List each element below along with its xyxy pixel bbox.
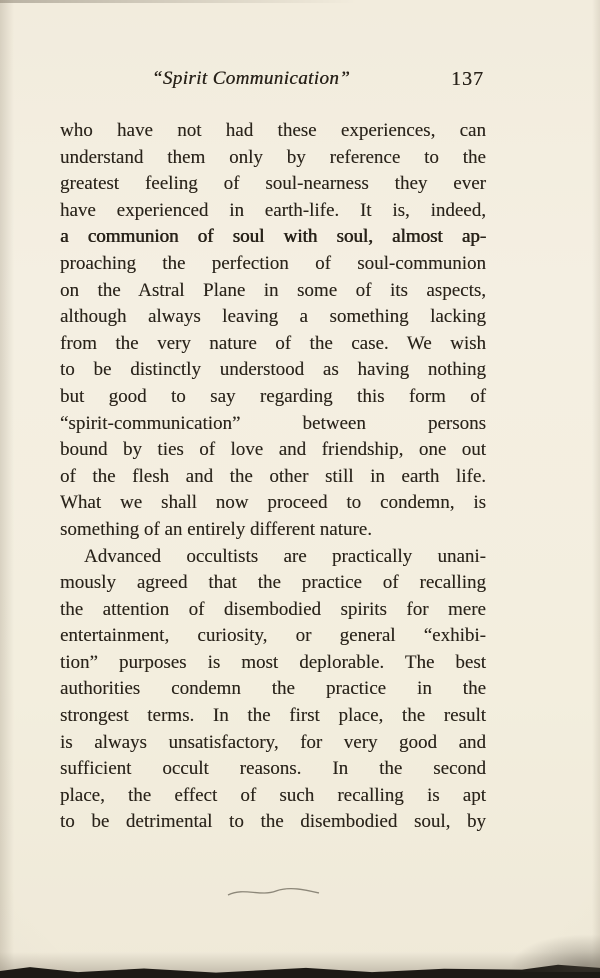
text-line: from the very nature of the case. We wish [60, 332, 486, 354]
scan-edge-left [0, 0, 14, 978]
text-line: tion” purposes is most deplorable. The best [60, 651, 486, 673]
text-line: What we shall now proceed to condemn, is [60, 492, 486, 514]
text-line: to be distinctly understood as having nothing [60, 359, 486, 381]
text-line: on the Astral Plane in some of its aspects, [60, 279, 486, 301]
text-line: “spirit-communication” between persons [60, 412, 486, 434]
text-line: proaching the perfection of soul-communion [60, 252, 486, 274]
paragraph [60, 544, 486, 837]
paragraph [60, 118, 486, 544]
text-line: place, the effect of such recalling is apt [60, 784, 486, 806]
text-line: a communion of soul with soul, almost ap- [60, 226, 486, 248]
text-line: to be detrimental to the disembodied soul, by [60, 811, 486, 833]
scan-edge-top [0, 0, 420, 3]
text-line: sufficient occult reasons. In the second [60, 758, 486, 780]
running-title: “Spirit Communication” [151, 68, 351, 89]
body-text [60, 118, 486, 836]
scan-corner-smudge [510, 934, 600, 972]
text-line: authorities condemn the practice in the [60, 678, 486, 700]
scan-edge-right [592, 0, 600, 978]
text-line: entertainment, curiosity, or general “exhibi- [60, 625, 486, 647]
text-line: have experienced in earth-life. It is, indeed, [60, 199, 486, 221]
text-line: bound by ties of love and friendship, one out [60, 439, 486, 461]
text-line: but good to say regarding this form of [60, 385, 486, 407]
text-line: something of an entirely different nature. [60, 518, 372, 540]
text-line: mously agreed that the practice of recalling [60, 572, 486, 594]
text-line: strongest terms. In the first place, the result [60, 705, 486, 727]
text-line: although always leaving a something lacking [60, 306, 486, 328]
text-line: Advanced occultists are practically unani- [84, 545, 486, 567]
text-line: understand them only by reference to the [60, 146, 486, 168]
page-header [60, 68, 486, 96]
text-line: greatest feeling of soul-nearness they ever [60, 173, 486, 195]
text-line: who have not had these experiences, can [60, 120, 486, 141]
page-number: 137 [451, 68, 484, 90]
scan-scratch-mark [226, 884, 322, 900]
text-line: is always unsatisfactory, for very good and [60, 731, 486, 753]
text-line: the attention of disembodied spirits for mere [60, 598, 486, 620]
text-line: of the flesh and the other still in earth life. [60, 465, 486, 487]
